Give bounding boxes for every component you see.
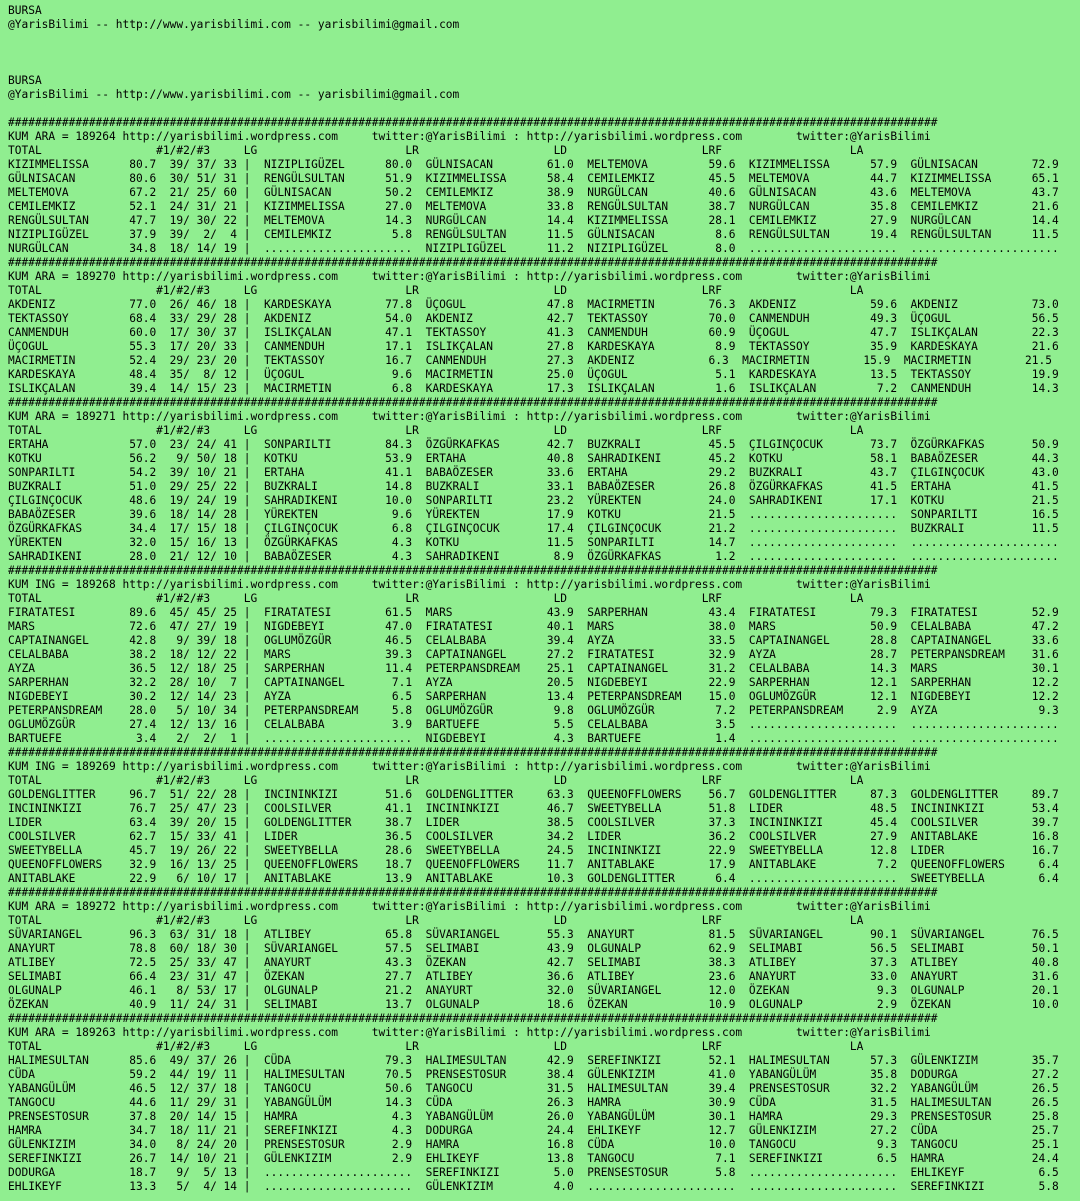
result-row: ÖZGÜRKAFKAS 34.4 17/ 15/ 18 | ÇILGINÇOCUK 6.8 ÇILGINÇOCUK 17.4 ÇILGINÇOCUK 21.2 ...................... BUZKRALI 11.5 xyxy=(8,522,1059,535)
race-header: KUM ING = 189269 http://yarisbilimi.wordpress.com twitter:@YarisBilimi : http://yarisbilimi.wordpress.com twitter:@YarisBilimi xyxy=(8,760,931,773)
result-row: EHLIKEYF 13.3 5/ 4/ 14 | ...................... GÜLENKIZIM 4.0 ...................... ...................... SEREFINKIZI 5.8 xyxy=(8,1180,1059,1193)
city-title: BURSA xyxy=(8,4,42,17)
result-row: SWEETYBELLA 45.7 19/ 26/ 22 | SWEETYBELLA 28.6 SWEETYBELLA 24.5 INCININKIZI 22.9 SWEETYBELLA 12.8 LIDER 16.7 xyxy=(8,844,1059,857)
blank-line xyxy=(8,46,1080,60)
result-row: AYZA 36.5 12/ 18/ 25 | SARPERHAN 11.4 PETERPANSDREAM 25.1 CAPTAINANGEL 31.2 CELALBABA 14.3 MARS 30.1 xyxy=(8,662,1059,675)
column-header: TOTAL #1/#2/#3 LG LR LD LRF LA xyxy=(8,424,864,437)
result-row: SAHRADIKENI 28.0 21/ 12/ 10 | BABAÖZESER 4.3 SAHRADIKENI 8.9 ÖZGÜRKAFKAS 1.2 ...................... ...................... xyxy=(8,550,1059,563)
result-row: OLGUNALP 46.1 8/ 53/ 17 | OLGUNALP 21.2 ANAYURT 32.0 SÜVARIANGEL 12.0 ÖZEKAN 9.3 OLGUNALP 20.1 xyxy=(8,984,1059,997)
result-row: BARTUEFE 3.4 2/ 2/ 1 | ...................... NIGDEBEYI 4.3 BARTUEFE 1.4 ...................... ...................... xyxy=(8,732,1059,745)
result-row: BABAÖZESER 39.6 18/ 14/ 28 | YÜREKTEN 9.6 YÜREKTEN 17.9 KOTKU 21.5 ...................... SONPARILTI 16.5 xyxy=(8,508,1059,521)
race-header: KUM ARA = 189271 http://yarisbilimi.wordpress.com twitter:@YarisBilimi : http://yarisbilimi.wordpress.com twitter:@YarisBilimi xyxy=(8,410,931,423)
result-row: KIZIMMELISSA 80.7 39/ 37/ 33 | NIZIPLIGÜZEL 80.0 GÜLNISACAN 61.0 MELTEMOVA 59.6 KIZIMMELISSA 57.9 GÜLNISACAN 72.9 xyxy=(8,158,1059,171)
result-row: RENGÜLSULTAN 47.7 19/ 30/ 22 | MELTEMOVA 14.3 NURGÜLCAN 14.4 KIZIMMELISSA 28.1 CEMILEMKIZ 27.9 NURGÜLCAN 14.4 xyxy=(8,214,1059,227)
result-row: SARPERHAN 32.2 28/ 10/ 7 | CAPTAINANGEL 7.1 AYZA 20.5 NIGDEBEYI 22.9 SARPERHAN 12.1 SARPERHAN 12.2 xyxy=(8,676,1059,689)
result-row: HALIMESULTAN 85.6 49/ 37/ 26 | CÜDA 79.3 HALIMESULTAN 42.9 SEREFINKIZI 52.1 HALIMESULTAN 57.3 GÜLENKIZIM 35.7 xyxy=(8,1054,1059,1067)
separator-line: ########################################################################################################################################## xyxy=(8,564,938,577)
result-row: YABANGÜLÜM 46.5 12/ 37/ 18 | TANGOCU 50.6 TANGOCU 31.5 HALIMESULTAN 39.4 PRENSESTOSUR 32.2 YABANGÜLÜM 26.5 xyxy=(8,1082,1059,1095)
result-row: FIRATATESI 89.6 45/ 45/ 25 | FIRATATESI 61.5 MARS 43.9 SARPERHAN 43.4 FIRATATESI 79.3 FIRATATESI 52.9 xyxy=(8,606,1059,619)
separator-line: ########################################################################################################################################## xyxy=(8,396,938,409)
result-row: ÇILGINÇOCUK 48.6 19/ 24/ 19 | SAHRADIKENI 10.0 SONPARILTI 23.2 YÜREKTEN 24.0 SAHRADIKENI 17.1 KOTKU 21.5 xyxy=(8,494,1059,507)
result-row: MARS 72.6 47/ 27/ 19 | NIGDEBEYI 47.0 FIRATATESI 40.1 MARS 38.0 MARS 50.9 CELALBABA 47.2 xyxy=(8,620,1059,633)
separator-line: ########################################################################################################################################## xyxy=(8,886,938,899)
result-row: ANAYURT 78.8 60/ 18/ 30 | SÜVARIANGEL 57.5 SELIMABI 43.9 OLGUNALP 62.9 SELIMABI 56.5 SELIMABI 50.1 xyxy=(8,942,1059,955)
race-header: KUM ARA = 189270 http://yarisbilimi.wordpress.com twitter:@YarisBilimi : http://yarisbilimi.wordpress.com twitter:@YarisBilimi xyxy=(8,270,931,283)
contact-line: @YarisBilimi -- http://www.yarisbilimi.com -- yarisbilimi@gmail.com xyxy=(8,88,460,101)
race-header: KUM ING = 189268 http://yarisbilimi.wordpress.com twitter:@YarisBilimi : http://yarisbilimi.wordpress.com twitter:@YarisBilimi xyxy=(8,578,931,591)
result-row: MELTEMOVA 67.2 21/ 25/ 60 | GÜLNISACAN 50.2 CEMILEMKIZ 38.9 NURGÜLCAN 40.6 GÜLNISACAN 43.6 MELTEMOVA 43.7 xyxy=(8,186,1059,199)
separator-line: ########################################################################################################################################## xyxy=(8,116,938,129)
result-row: PETERPANSDREAM 28.0 5/ 10/ 34 | PETERPANSDREAM 5.8 OGLUMÖZGÜR 9.8 OGLUMÖZGÜR 7.2 PETERPANSDREAM 2.9 AYZA 9.3 xyxy=(8,704,1059,717)
result-row: CELALBABA 38.2 18/ 12/ 22 | MARS 39.3 CAPTAINANGEL 27.2 FIRATATESI 32.9 AYZA 28.7 PETERPANSDREAM 31.6 xyxy=(8,648,1059,661)
contact-line: @YarisBilimi -- http://www.yarisbilimi.com -- yarisbilimi@gmail.com xyxy=(8,18,460,31)
result-row: SEREFINKIZI 26.7 14/ 10/ 21 | GÜLENKIZIM 2.9 EHLIKEYF 13.8 TANGOCU 7.1 SEREFINKIZI 6.5 HAMRA 24.4 xyxy=(8,1152,1059,1165)
column-header: TOTAL #1/#2/#3 LG LR LD LRF LA xyxy=(8,914,864,927)
result-row: KOTKU 56.2 9/ 50/ 18 | KOTKU 53.9 ERTAHA 40.8 SAHRADIKENI 45.2 KOTKU 58.1 BABAÖZESER 44.3 xyxy=(8,452,1059,465)
separator-line: ########################################################################################################################################## xyxy=(8,746,938,759)
blank-line xyxy=(8,102,1080,116)
result-row: YÜREKTEN 32.0 15/ 16/ 13 | ÖZGÜRKAFKAS 4.3 KOTKU 11.5 SONPARILTI 14.7 ...................... ...................... xyxy=(8,536,1059,549)
result-row: OGLUMÖZGÜR 27.4 12/ 13/ 16 | CELALBABA 3.9 BARTUEFE 5.5 CELALBABA 3.5 ...................... ...................... xyxy=(8,718,1059,731)
result-row: NIZIPLIGÜZEL 37.9 39/ 2/ 4 | CEMILEMKIZ 5.8 RENGÜLSULTAN 11.5 GÜLNISACAN 8.6 RENGÜLSULTAN 19.4 RENGÜLSULTAN 11.5 xyxy=(8,228,1059,241)
column-header: TOTAL #1/#2/#3 LG LR LD LRF LA xyxy=(8,592,864,605)
city-title: BURSA xyxy=(8,74,42,87)
column-header: TOTAL #1/#2/#3 LG LR LD LRF LA xyxy=(8,144,864,157)
result-row: INCININKIZI 76.7 25/ 47/ 23 | COOLSILVER 41.1 INCININKIZI 46.7 SWEETYBELLA 51.8 LIDER 48.5 INCININKIZI 53.4 xyxy=(8,802,1059,815)
result-row: ISLIKÇALAN 39.4 14/ 15/ 23 | MACIRMETIN 6.8 KARDESKAYA 17.3 ISLIKÇALAN 1.6 ISLIKÇALAN 7.2 CANMENDUH 14.3 xyxy=(8,382,1059,395)
result-row: SELIMABI 66.4 23/ 31/ 47 | ÖZEKAN 27.7 ATLIBEY 36.6 ATLIBEY 23.6 ANAYURT 33.0 ANAYURT 31.6 xyxy=(8,970,1059,983)
result-row: CAPTAINANGEL 42.8 9/ 39/ 18 | OGLUMÖZGÜR 46.5 CELALBABA 39.4 AYZA 33.5 CAPTAINANGEL 28.8 CAPTAINANGEL 33.6 xyxy=(8,634,1059,647)
result-row: GÜLNISACAN 80.6 30/ 51/ 31 | RENGÜLSULTAN 51.9 KIZIMMELISSA 58.4 CEMILEMKIZ 45.5 MELTEMOVA 44.7 KIZIMMELISSA 65.1 xyxy=(8,172,1059,185)
result-row: GOLDENGLITTER 96.7 51/ 22/ 28 | INCININKIZI 51.6 GOLDENGLITTER 63.3 QUEENOFFLOWERS 56.7 GOLDENGLITTER 87.3 GOLDENGLITTER 89.7 xyxy=(8,788,1059,801)
result-row: HAMRA 34.7 18/ 11/ 21 | SEREFINKIZI 4.3 DODURGA 24.4 EHLIKEYF 12.7 GÜLENKIZIM 27.2 CÜDA 25.7 xyxy=(8,1124,1059,1137)
result-row: QUEENOFFLOWERS 32.9 16/ 13/ 25 | QUEENOFFLOWERS 18.7 QUEENOFFLOWERS 11.7 ANITABLAKE 17.9 ANITABLAKE 7.2 QUEENOFFLOWERS 6.4 xyxy=(8,858,1059,871)
result-row: TANGOCU 44.6 11/ 29/ 31 | YABANGÜLÜM 14.3 CÜDA 26.3 HAMRA 30.9 CÜDA 31.5 HALIMESULTAN 26.5 xyxy=(8,1096,1059,1109)
column-header: TOTAL #1/#2/#3 LG LR LD LRF LA xyxy=(8,1040,864,1053)
result-row: GÜLENKIZIM 34.0 8/ 24/ 20 | PRENSESTOSUR 2.9 HAMRA 16.8 CÜDA 10.0 TANGOCU 9.3 TANGOCU 25.1 xyxy=(8,1138,1059,1151)
result-row: TEKTASSOY 68.4 33/ 29/ 28 | AKDENIZ 54.0 AKDENIZ 42.7 TEKTASSOY 70.0 CANMENDUH 49.3 ÜÇOGUL 56.5 xyxy=(8,312,1059,325)
blank-line xyxy=(8,60,1080,74)
result-row: ÜÇOGUL 55.3 17/ 20/ 33 | CANMENDUH 17.1 ISLIKÇALAN 27.8 KARDESKAYA 8.9 TEKTASSOY 35.9 KARDESKAYA 21.6 xyxy=(8,340,1059,353)
result-row: ANITABLAKE 22.9 6/ 10/ 17 | ANITABLAKE 13.9 ANITABLAKE 10.3 GOLDENGLITTER 6.4 ...................... SWEETYBELLA 6.4 xyxy=(8,872,1059,885)
column-header: TOTAL #1/#2/#3 LG LR LD LRF LA xyxy=(8,284,864,297)
result-row: LIDER 63.4 39/ 20/ 15 | GOLDENGLITTER 38.7 LIDER 38.5 COOLSILVER 37.3 INCININKIZI 45.4 COOLSILVER 39.7 xyxy=(8,816,1059,829)
result-row: ÖZEKAN 40.9 11/ 24/ 31 | SELIMABI 13.7 OLGUNALP 18.6 ÖZEKAN 10.9 OLGUNALP 2.9 ÖZEKAN 10.0 xyxy=(8,998,1059,1011)
result-row: CÜDA 59.2 44/ 19/ 11 | HALIMESULTAN 70.5 PRENSESTOSUR 38.4 GÜLENKIZIM 41.0 YABANGÜLÜM 35.8 DODURGA 27.2 xyxy=(8,1068,1059,1081)
result-row: NURGÜLCAN 34.8 18/ 14/ 19 | ...................... NIZIPLIGÜZEL 11.2 NIZIPLIGÜZEL 8.0 ...................... ...................... xyxy=(8,242,1059,255)
result-row: ATLIBEY 72.5 25/ 33/ 47 | ANAYURT 43.3 ÖZEKAN 42.7 SELIMABI 38.3 ATLIBEY 37.3 ATLIBEY 40.8 xyxy=(8,956,1059,969)
race-header: KUM ARA = 189264 http://yarisbilimi.wordpress.com twitter:@YarisBilimi : http://yarisbilimi.wordpress.com twitter:@YarisBilimi xyxy=(8,130,931,143)
result-row: SONPARILTI 54.2 39/ 10/ 21 | ERTAHA 41.1 BABAÖZESER 33.6 ERTAHA 29.2 BUZKRALI 43.7 ÇILGINÇOCUK 43.0 xyxy=(8,466,1059,479)
blank-line xyxy=(8,32,1080,46)
race-header: KUM ARA = 189272 http://yarisbilimi.wordpress.com twitter:@YarisBilimi : http://yarisbilimi.wordpress.com twitter:@YarisBilimi xyxy=(8,900,931,913)
race-header: KUM ARA = 189263 http://yarisbilimi.wordpress.com twitter:@YarisBilimi : http://yarisbilimi.wordpress.com twitter:@YarisBilimi xyxy=(8,1026,931,1039)
result-row: COOLSILVER 62.7 15/ 33/ 41 | LIDER 36.5 COOLSILVER 34.2 LIDER 36.2 COOLSILVER 27.9 ANITABLAKE 16.8 xyxy=(8,830,1059,843)
result-row: PRENSESTOSUR 37.8 20/ 14/ 15 | HAMRA 4.3 YABANGÜLÜM 26.0 YABANGÜLÜM 30.1 HAMRA 29.3 PRENSESTOSUR 25.8 xyxy=(8,1110,1059,1123)
column-header: TOTAL #1/#2/#3 LG LR LD LRF LA xyxy=(8,774,864,787)
separator-line: ########################################################################################################################################## xyxy=(8,256,938,269)
result-row: CANMENDUH 60.0 17/ 30/ 37 | ISLIKÇALAN 47.1 TEKTASSOY 41.3 CANMENDUH 60.9 ÜÇOGUL 47.7 ISLIKÇALAN 22.3 xyxy=(8,326,1059,339)
result-row: SÜVARIANGEL 96.3 63/ 31/ 18 | ATLIBEY 65.8 SÜVARIANGEL 55.3 ANAYURT 81.5 SÜVARIANGEL 90.1 SÜVARIANGEL 76.5 xyxy=(8,928,1059,941)
result-row: KARDESKAYA 48.4 35/ 8/ 12 | ÜÇOGUL 9.6 MACIRMETIN 25.0 ÜÇOGUL 5.1 KARDESKAYA 13.5 TEKTASSOY 19.9 xyxy=(8,368,1059,381)
result-row: NIGDEBEYI 30.2 12/ 14/ 23 | AYZA 6.5 SARPERHAN 13.4 PETERPANSDREAM 15.0 OGLUMÖZGÜR 12.1 NIGDEBEYI 12.2 xyxy=(8,690,1059,703)
result-row: MACIRMETIN 52.4 29/ 23/ 20 | TEKTASSOY 16.7 CANMENDUH 27.3 AKDENIZ 6.3 MACIRMETIN 15.9 MACIRMETIN 21.5 xyxy=(8,354,1052,367)
result-row: CEMILEMKIZ 52.1 24/ 31/ 21 | KIZIMMELISSA 27.0 MELTEMOVA 33.8 RENGÜLSULTAN 38.7 NURGÜLCAN 35.8 CEMILEMKIZ 21.6 xyxy=(8,200,1059,213)
result-row: BUZKRALI 51.0 29/ 25/ 22 | BUZKRALI 14.8 BUZKRALI 33.1 BABAÖZESER 26.8 ÖZGÜRKAFKAS 41.5 ERTAHA 41.5 xyxy=(8,480,1059,493)
result-row: ERTAHA 57.0 23/ 24/ 41 | SONPARILTI 84.3 ÖZGÜRKAFKAS 42.7 BUZKRALI 45.5 ÇILGINÇOCUK 73.7 ÖZGÜRKAFKAS 50.9 xyxy=(8,438,1059,451)
result-row: AKDENIZ 77.0 26/ 46/ 18 | KARDESKAYA 77.8 ÜÇOGUL 47.8 MACIRMETIN 76.3 AKDENIZ 59.6 AKDENIZ 73.0 xyxy=(8,298,1059,311)
result-row: DODURGA 18.7 9/ 5/ 13 | ...................... SEREFINKIZI 5.0 PRENSESTOSUR 5.8 ...................... EHLIKEYF 6.5 xyxy=(8,1166,1059,1179)
separator-line: ########################################################################################################################################## xyxy=(8,1012,938,1025)
